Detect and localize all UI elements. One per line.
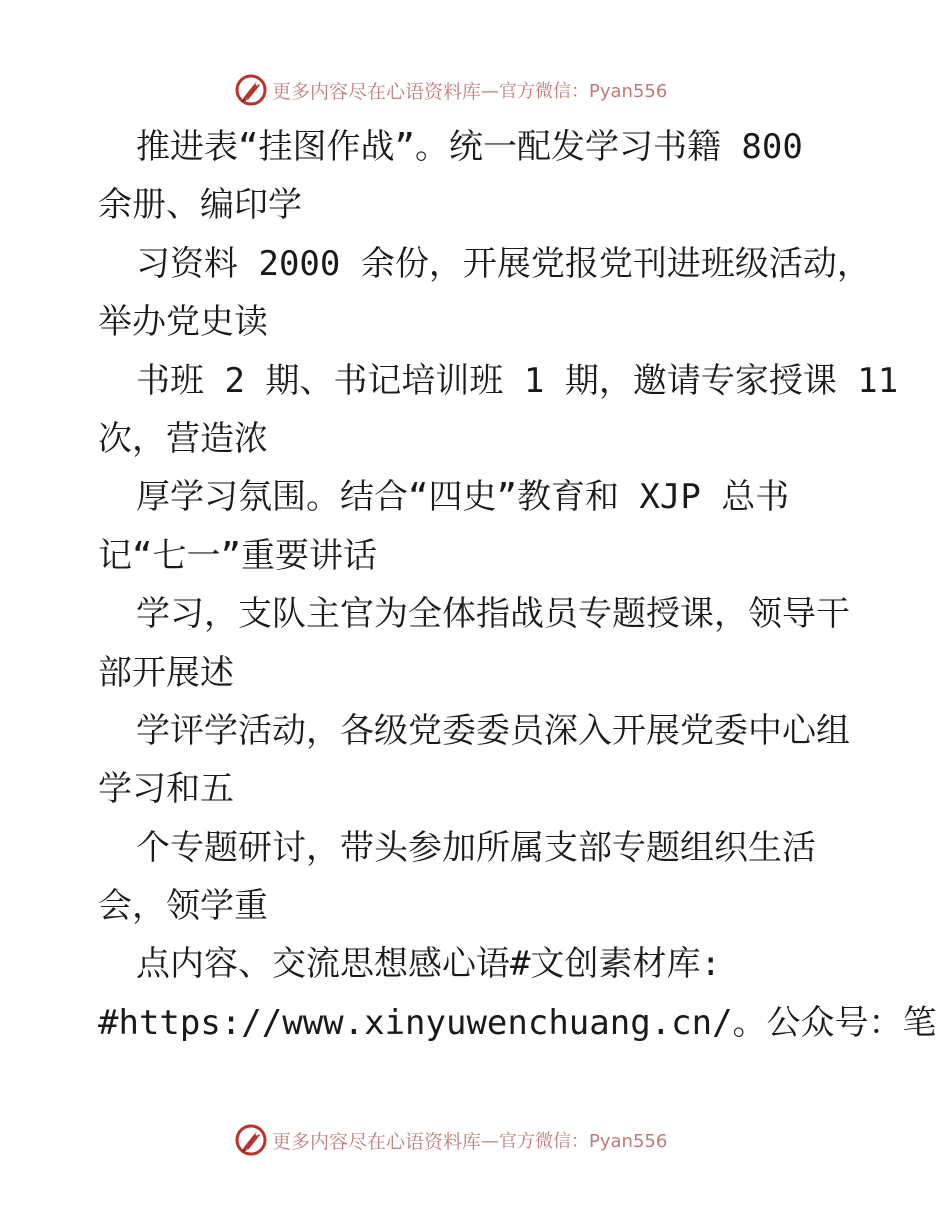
pen-logo-icon [234,1123,268,1157]
footer-banner-text: 更多内容尽在心语资料库 [272,1130,482,1153]
body-line: 点内容、交流思想感心语#文创素材库: [136,944,721,985]
body-line: 余册、编印学 [98,185,302,226]
body-line: 学习和五 [98,769,234,810]
header-banner [234,72,714,108]
body-line: 个专题研讨，带头参加所属支部专题组织生活 [136,827,816,868]
body-line: 推进表“挂图作战”。统一配发学习书籍 800 [136,127,803,167]
body-line: 会，领学重 [98,886,268,927]
body-line: 举办党史读 [98,302,268,343]
body-line: 记“七一”重要讲话 [98,535,377,576]
footer-banner [234,1122,714,1158]
footer-banner-wechat: —官方微信：Pyan556 [481,1131,668,1152]
body-line: #https://www.xinyuwenchuang.cn/。公众号：笔 [98,1002,937,1043]
pen-logo-icon [234,73,268,107]
body-line: 学习，支队主官为全体指战员专题授课，领导干 [136,594,850,635]
body-line: 厚学习氛围。结合“四史”教育和 XJP 总书 [136,477,790,518]
body-line: 书班 2 期、书记培训班 1 期，邀请专家授课 11 [136,360,899,401]
header-banner-wechat: —官方微信：Pyan556 [481,81,668,102]
body-line: 习资料 2000 余份，开展党报党刊进班级活动， [136,243,871,284]
header-banner-text: 更多内容尽在心语资料库 [272,80,482,103]
document-body [98,118,937,1052]
body-line: 学评学活动，各级党委委员深入开展党委中心组 [136,710,850,751]
body-line: 次，营造浓 [98,418,268,459]
body-line: 部开展述 [98,652,234,693]
